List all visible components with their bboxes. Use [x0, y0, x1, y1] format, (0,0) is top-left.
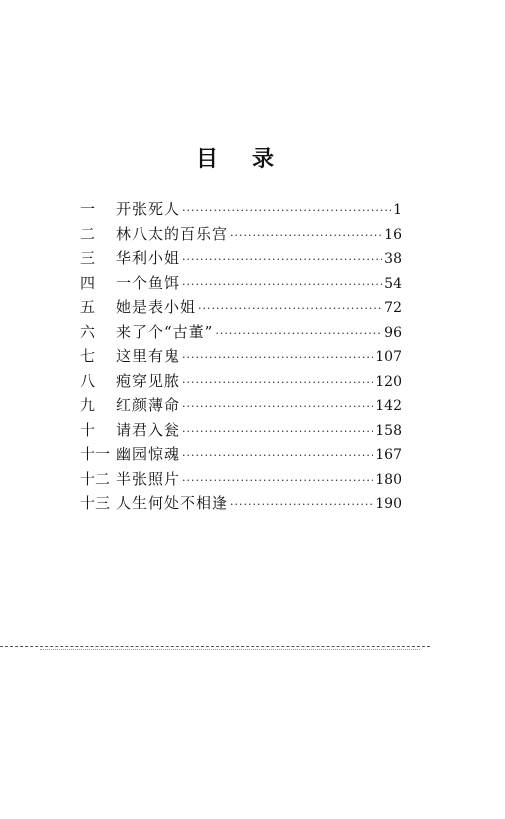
dot-leader	[182, 425, 373, 438]
table-of-contents	[80, 198, 402, 517]
dot-leader	[182, 351, 373, 364]
chapter-number: 三	[80, 249, 96, 267]
toc-entry	[80, 468, 402, 493]
page-number: 190	[375, 496, 402, 512]
page-divider-faint	[40, 649, 420, 650]
page-number: 142	[375, 398, 402, 414]
chapter-number: 七	[80, 347, 96, 365]
dot-leader	[182, 204, 391, 217]
toc-entry	[80, 247, 402, 272]
chapter-number: 十三	[80, 494, 111, 512]
dot-leader	[182, 449, 373, 462]
chapter-title: 幽园惊魂	[116, 445, 181, 463]
page-number: 96	[384, 324, 402, 341]
dot-leader	[182, 278, 382, 291]
toc-entry	[80, 198, 402, 223]
dot-leader	[182, 474, 373, 487]
chapter-title: 开张死人	[116, 200, 181, 218]
page-number: 38	[384, 251, 402, 267]
page-number: 167	[375, 447, 402, 463]
page-number: 120	[375, 373, 402, 390]
toc-entry	[80, 443, 402, 468]
page-number: 180	[375, 471, 402, 488]
chapter-title: 请君入瓮	[116, 420, 181, 439]
page-divider	[0, 646, 430, 647]
chapter-number: 五	[80, 298, 96, 316]
toc-entry	[80, 223, 402, 248]
dot-leader	[198, 302, 382, 315]
chapter-title: 红颜薄命	[116, 396, 181, 414]
toc-entry	[80, 321, 402, 346]
page-number: 107	[375, 349, 402, 365]
toc-entry	[80, 345, 402, 370]
page-number: 72	[384, 300, 402, 316]
title-char-2: 录	[252, 146, 275, 172]
page-number: 1	[393, 202, 402, 218]
chapter-title: 这里有鬼	[116, 347, 181, 365]
chapter-number: 十一	[80, 445, 111, 463]
dot-leader	[182, 253, 382, 266]
page-number: 158	[375, 422, 402, 439]
chapter-number: 九	[80, 396, 96, 414]
title-char-1: 目	[196, 146, 219, 172]
chapter-number: 一	[80, 200, 96, 218]
dot-leader	[182, 400, 373, 413]
toc-entry	[80, 492, 402, 517]
dot-leader	[230, 498, 373, 511]
chapter-number: 八	[80, 371, 96, 390]
chapter-title: 半张照片	[116, 469, 181, 488]
page-number: 54	[384, 275, 402, 292]
chapter-title: 来了个“古董”	[116, 322, 214, 341]
chapter-title: 一个鱼饵	[116, 273, 181, 292]
toc-entry	[80, 296, 402, 321]
dot-leader	[215, 327, 382, 340]
chapter-title: 华利小姐	[116, 249, 181, 267]
toc-entry	[80, 370, 402, 395]
chapter-number: 十	[80, 420, 96, 439]
chapter-title: 疱穿见脓	[116, 371, 181, 390]
chapter-number: 六	[80, 322, 96, 341]
chapter-title: 人生何处不相逢	[116, 494, 229, 512]
page-number: 16	[384, 226, 402, 243]
chapter-number: 四	[80, 273, 96, 292]
chapter-number: 二	[80, 224, 96, 243]
toc-entry	[80, 394, 402, 419]
dot-leader	[230, 229, 382, 242]
dot-leader	[182, 376, 373, 389]
toc-entry	[80, 272, 402, 297]
chapter-title: 她是表小姐	[116, 298, 197, 316]
chapter-title: 林八太的百乐宫	[116, 224, 229, 243]
toc-entry	[80, 419, 402, 444]
chapter-number: 十二	[80, 469, 111, 488]
